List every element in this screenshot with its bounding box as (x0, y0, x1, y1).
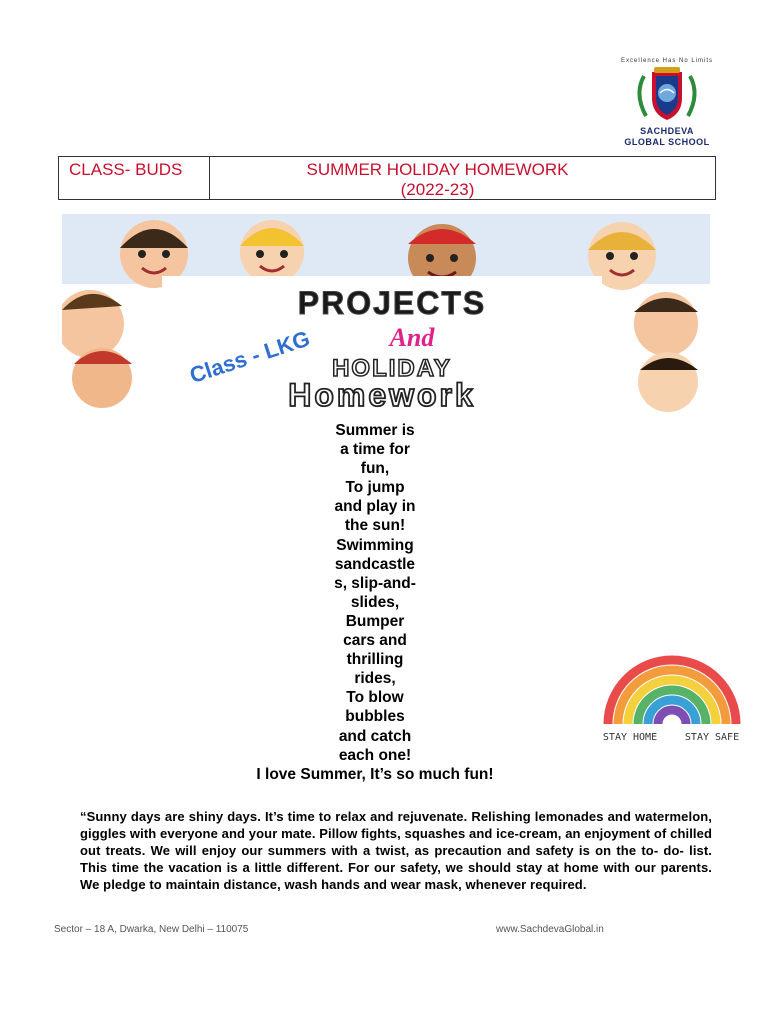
homework-title-line2: (2022-23) (400, 180, 475, 199)
poem-line: fun, (360, 460, 390, 478)
banner-image (62, 214, 710, 412)
poem-line: slides, (350, 593, 400, 611)
poem-line: s, slip-and- (334, 574, 416, 592)
poem-line: and catch (338, 727, 412, 745)
school-name-line2: GLOBAL SCHOOL (624, 137, 710, 147)
poem-line: I love Summer, It’s so much fun! (256, 765, 494, 783)
school-crest-icon (630, 66, 704, 126)
poem-line: the sun! (344, 517, 406, 535)
poem-line: Summer is (335, 422, 415, 439)
stay-safe-text: STAY SAFE (684, 732, 740, 743)
stay-home-text: STAY HOME (602, 732, 658, 743)
poem-line: bubbles (345, 708, 405, 726)
banner-class-text: Class - LKG (186, 325, 313, 389)
poem-line: To blow (346, 689, 404, 707)
poem-line: sandcastle (334, 555, 416, 573)
rainbow-icon (600, 648, 744, 746)
homework-title-line1: SUMMER HOLIDAY HOMEWORK (306, 160, 569, 179)
banner-illustration (62, 214, 710, 412)
banner-homework-text: Homework (288, 377, 476, 412)
poem-line: rides, (354, 670, 396, 688)
school-name-line1: SACHDEVA (640, 126, 694, 136)
banner-holiday-text: HOLIDAY (332, 355, 452, 382)
poem-line: thrilling (346, 651, 404, 669)
summer-poem (240, 421, 510, 784)
poem-line: cars and (343, 632, 407, 650)
school-motto: Excellence Has No Limits (620, 58, 714, 64)
poem-line: To jump (345, 479, 405, 497)
poem-line: Bumper (345, 612, 405, 630)
header-table (58, 156, 716, 200)
school-logo (608, 54, 726, 150)
poem-line: Swimming (336, 536, 414, 554)
banner-projects-text: PROJECTS (297, 285, 487, 321)
banner-and-text: And (389, 323, 435, 352)
poem-line: a time for (340, 441, 410, 459)
summer-paragraph: “Sunny days are shiny days. It’s time to relax and rejuvenate. Relishing lemonades and watermelon, giggles with everyone and your mate. Pillow fights, squashes and ice-cream, an enjoyment of chilled out treats. We will enjoy our summers with a twist, as precaution and safety is on the to- do- list. This time the vacation is a little different. For our safety, we should stay at home with our parents. We pledge to maintain distance, wash hands and wear mask, whenever required. (80, 809, 712, 892)
poem-line: and play in (334, 498, 416, 516)
footer-address: Sector – 18 A, Dwarka, New Delhi – 110075 (54, 924, 249, 935)
homework-title (210, 157, 715, 199)
poem-line: each one! (338, 746, 412, 764)
rainbow-image (600, 648, 744, 746)
footer-website: www.SachdevaGlobal.in (496, 924, 604, 935)
class-label: CLASS- BUDS (59, 157, 210, 199)
